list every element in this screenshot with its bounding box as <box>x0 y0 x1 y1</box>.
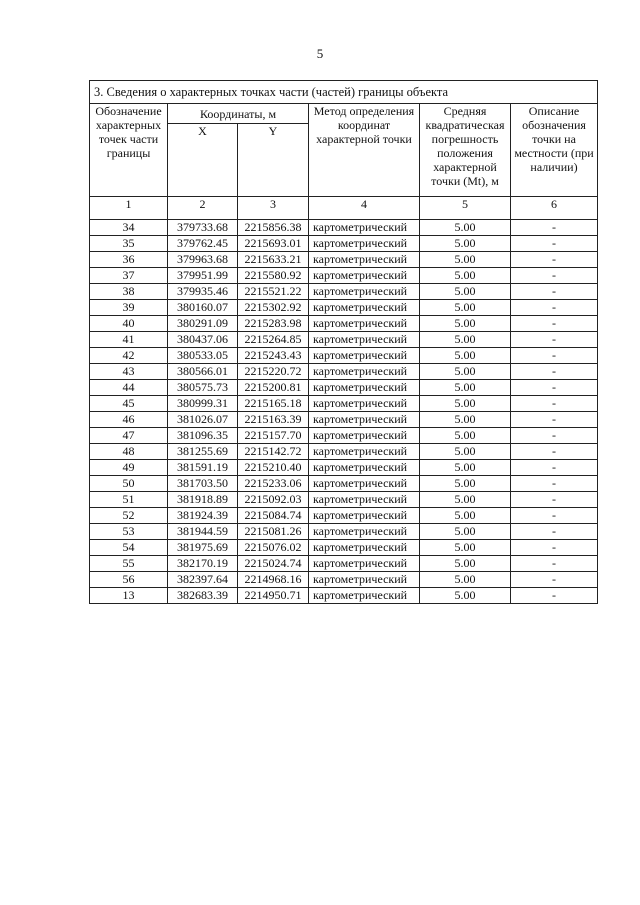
cell-coord-x: 382397.64 <box>168 572 238 588</box>
cell-method: картометрический <box>309 380 420 396</box>
cell-method: картометрический <box>309 524 420 540</box>
cell-coord-y: 2215264.85 <box>238 332 309 348</box>
cell-error: 5.00 <box>420 300 511 316</box>
table-row <box>90 364 598 380</box>
cell-description: - <box>511 460 598 476</box>
cell-error: 5.00 <box>420 556 511 572</box>
cell-coord-y: 2214968.16 <box>238 572 309 588</box>
cell-description: - <box>511 252 598 268</box>
table-row <box>90 476 598 492</box>
cell-coord-x: 380533.05 <box>168 348 238 364</box>
cell-method: картометрический <box>309 364 420 380</box>
cell-coord-x: 381096.35 <box>168 428 238 444</box>
table-row <box>90 572 598 588</box>
cell-error: 5.00 <box>420 460 511 476</box>
table-row <box>90 540 598 556</box>
cell-coord-y: 2215165.18 <box>238 396 309 412</box>
cell-error: 5.00 <box>420 252 511 268</box>
cell-description: - <box>511 236 598 252</box>
cell-method: картометрический <box>309 348 420 364</box>
cell-coord-y: 2215283.98 <box>238 316 309 332</box>
column-number: 2 <box>168 197 238 220</box>
cell-coord-y: 2215200.81 <box>238 380 309 396</box>
table-row <box>90 332 598 348</box>
column-number: 3 <box>238 197 309 220</box>
cell-point-id: 35 <box>90 236 168 252</box>
cell-coord-x: 382683.39 <box>168 588 238 604</box>
cell-error: 5.00 <box>420 476 511 492</box>
cell-coord-y: 2215157.70 <box>238 428 309 444</box>
cell-method: картометрический <box>309 444 420 460</box>
cell-coord-x: 379935.46 <box>168 284 238 300</box>
cell-coord-x: 381255.69 <box>168 444 238 460</box>
cell-error: 5.00 <box>420 508 511 524</box>
header-point: Обозначение характерных точек части границы <box>90 104 168 197</box>
cell-point-id: 13 <box>90 588 168 604</box>
cell-coord-x: 380437.06 <box>168 332 238 348</box>
characteristic-points-table <box>89 80 598 604</box>
cell-coord-x: 380999.31 <box>168 396 238 412</box>
cell-description: - <box>511 332 598 348</box>
cell-description: - <box>511 220 598 236</box>
cell-coord-x: 381703.50 <box>168 476 238 492</box>
table-row <box>90 236 598 252</box>
table-row <box>90 396 598 412</box>
cell-error: 5.00 <box>420 572 511 588</box>
cell-point-id: 42 <box>90 348 168 364</box>
table-row <box>90 492 598 508</box>
cell-point-id: 51 <box>90 492 168 508</box>
cell-description: - <box>511 380 598 396</box>
cell-description: - <box>511 300 598 316</box>
cell-method: картометрический <box>309 332 420 348</box>
table-row <box>90 444 598 460</box>
cell-method: картометрический <box>309 556 420 572</box>
cell-error: 5.00 <box>420 364 511 380</box>
cell-point-id: 44 <box>90 380 168 396</box>
cell-point-id: 56 <box>90 572 168 588</box>
cell-point-id: 47 <box>90 428 168 444</box>
cell-method: картометрический <box>309 540 420 556</box>
cell-error: 5.00 <box>420 332 511 348</box>
cell-method: картометрический <box>309 572 420 588</box>
cell-point-id: 49 <box>90 460 168 476</box>
cell-coord-x: 379762.45 <box>168 236 238 252</box>
cell-coord-y: 2215092.03 <box>238 492 309 508</box>
cell-coord-x: 380291.09 <box>168 316 238 332</box>
table-row <box>90 508 598 524</box>
column-number: 5 <box>420 197 511 220</box>
cell-coord-x: 381026.07 <box>168 412 238 428</box>
cell-error: 5.00 <box>420 492 511 508</box>
cell-coord-x: 381975.69 <box>168 540 238 556</box>
cell-point-id: 54 <box>90 540 168 556</box>
cell-coord-x: 381591.19 <box>168 460 238 476</box>
cell-point-id: 45 <box>90 396 168 412</box>
cell-description: - <box>511 396 598 412</box>
cell-method: картометрический <box>309 284 420 300</box>
cell-error: 5.00 <box>420 236 511 252</box>
header-coordinates: Координаты, м <box>168 104 309 124</box>
cell-point-id: 41 <box>90 332 168 348</box>
cell-error: 5.00 <box>420 348 511 364</box>
cell-coord-y: 2215081.26 <box>238 524 309 540</box>
cell-method: картометрический <box>309 220 420 236</box>
cell-coord-y: 2215856.38 <box>238 220 309 236</box>
header-description: Описание обозначения точки на местности (при наличии) <box>511 104 598 197</box>
cell-description: - <box>511 508 598 524</box>
cell-description: - <box>511 412 598 428</box>
cell-coord-y: 2215633.21 <box>238 252 309 268</box>
cell-method: картометрический <box>309 460 420 476</box>
cell-coord-y: 2215076.02 <box>238 540 309 556</box>
cell-method: картометрический <box>309 476 420 492</box>
table-row <box>90 268 598 284</box>
column-number: 1 <box>90 197 168 220</box>
cell-error: 5.00 <box>420 588 511 604</box>
cell-description: - <box>511 540 598 556</box>
cell-error: 5.00 <box>420 444 511 460</box>
cell-point-id: 50 <box>90 476 168 492</box>
cell-point-id: 48 <box>90 444 168 460</box>
cell-point-id: 39 <box>90 300 168 316</box>
cell-method: картометрический <box>309 316 420 332</box>
header-y: Y <box>238 124 309 197</box>
cell-description: - <box>511 316 598 332</box>
cell-coord-y: 2214950.71 <box>238 588 309 604</box>
header-method: Метод определения координат характерной точки <box>309 104 420 197</box>
cell-method: картометрический <box>309 252 420 268</box>
cell-coord-x: 380160.07 <box>168 300 238 316</box>
cell-coord-y: 2215210.40 <box>238 460 309 476</box>
table-row <box>90 428 598 444</box>
cell-coord-x: 379733.68 <box>168 220 238 236</box>
table-row <box>90 524 598 540</box>
cell-coord-y: 2215580.92 <box>238 268 309 284</box>
cell-point-id: 46 <box>90 412 168 428</box>
cell-point-id: 36 <box>90 252 168 268</box>
cell-description: - <box>511 428 598 444</box>
cell-coord-x: 381918.89 <box>168 492 238 508</box>
page-number: 5 <box>316 46 324 61</box>
cell-point-id: 43 <box>90 364 168 380</box>
cell-point-id: 55 <box>90 556 168 572</box>
cell-description: - <box>511 524 598 540</box>
cell-description: - <box>511 572 598 588</box>
cell-method: картометрический <box>309 508 420 524</box>
cell-coord-y: 2215521.22 <box>238 284 309 300</box>
column-numbers-row <box>90 197 598 220</box>
cell-point-id: 34 <box>90 220 168 236</box>
cell-coord-x: 380566.01 <box>168 364 238 380</box>
cell-coord-y: 2215084.74 <box>238 508 309 524</box>
cell-method: картометрический <box>309 300 420 316</box>
cell-description: - <box>511 588 598 604</box>
cell-error: 5.00 <box>420 220 511 236</box>
table-row <box>90 316 598 332</box>
cell-coord-y: 2215302.92 <box>238 300 309 316</box>
column-number: 6 <box>511 197 598 220</box>
cell-description: - <box>511 268 598 284</box>
cell-method: картометрический <box>309 236 420 252</box>
header-error: Средняя квадратическая погрешность положения характерной точки (Mt), м <box>420 104 511 197</box>
cell-coord-y: 2215142.72 <box>238 444 309 460</box>
cell-coord-x: 381924.39 <box>168 508 238 524</box>
cell-coord-y: 2215220.72 <box>238 364 309 380</box>
cell-method: картометрический <box>309 428 420 444</box>
cell-error: 5.00 <box>420 316 511 332</box>
cell-error: 5.00 <box>420 380 511 396</box>
section-title: 3. Сведения о характерных точках части (частей) границы объекта <box>90 81 598 104</box>
column-number: 4 <box>309 197 420 220</box>
cell-description: - <box>511 348 598 364</box>
table-row <box>90 300 598 316</box>
table-row <box>90 588 598 604</box>
cell-method: картометрический <box>309 492 420 508</box>
table-row <box>90 412 598 428</box>
cell-point-id: 52 <box>90 508 168 524</box>
cell-coord-y: 2215163.39 <box>238 412 309 428</box>
cell-coord-x: 382170.19 <box>168 556 238 572</box>
cell-description: - <box>511 284 598 300</box>
cell-description: - <box>511 444 598 460</box>
cell-description: - <box>511 492 598 508</box>
cell-coord-y: 2215024.74 <box>238 556 309 572</box>
table-row <box>90 284 598 300</box>
table-row <box>90 380 598 396</box>
cell-point-id: 53 <box>90 524 168 540</box>
cell-error: 5.00 <box>420 540 511 556</box>
cell-error: 5.00 <box>420 428 511 444</box>
cell-coord-y: 2215233.06 <box>238 476 309 492</box>
cell-error: 5.00 <box>420 524 511 540</box>
cell-coord-x: 381944.59 <box>168 524 238 540</box>
cell-error: 5.00 <box>420 396 511 412</box>
cell-coord-x: 379963.68 <box>168 252 238 268</box>
cell-description: - <box>511 556 598 572</box>
cell-coord-y: 2215243.43 <box>238 348 309 364</box>
cell-coord-x: 380575.73 <box>168 380 238 396</box>
cell-error: 5.00 <box>420 284 511 300</box>
header-x: X <box>168 124 238 197</box>
table-row <box>90 460 598 476</box>
table-row <box>90 348 598 364</box>
table-row <box>90 252 598 268</box>
cell-error: 5.00 <box>420 412 511 428</box>
cell-point-id: 38 <box>90 284 168 300</box>
cell-coord-y: 2215693.01 <box>238 236 309 252</box>
table-row <box>90 556 598 572</box>
cell-description: - <box>511 476 598 492</box>
cell-coord-x: 379951.99 <box>168 268 238 284</box>
cell-point-id: 37 <box>90 268 168 284</box>
table-row <box>90 220 598 236</box>
cell-method: картометрический <box>309 588 420 604</box>
cell-method: картометрический <box>309 268 420 284</box>
cell-method: картометрический <box>309 396 420 412</box>
cell-description: - <box>511 364 598 380</box>
cell-method: картометрический <box>309 412 420 428</box>
cell-error: 5.00 <box>420 268 511 284</box>
cell-point-id: 40 <box>90 316 168 332</box>
